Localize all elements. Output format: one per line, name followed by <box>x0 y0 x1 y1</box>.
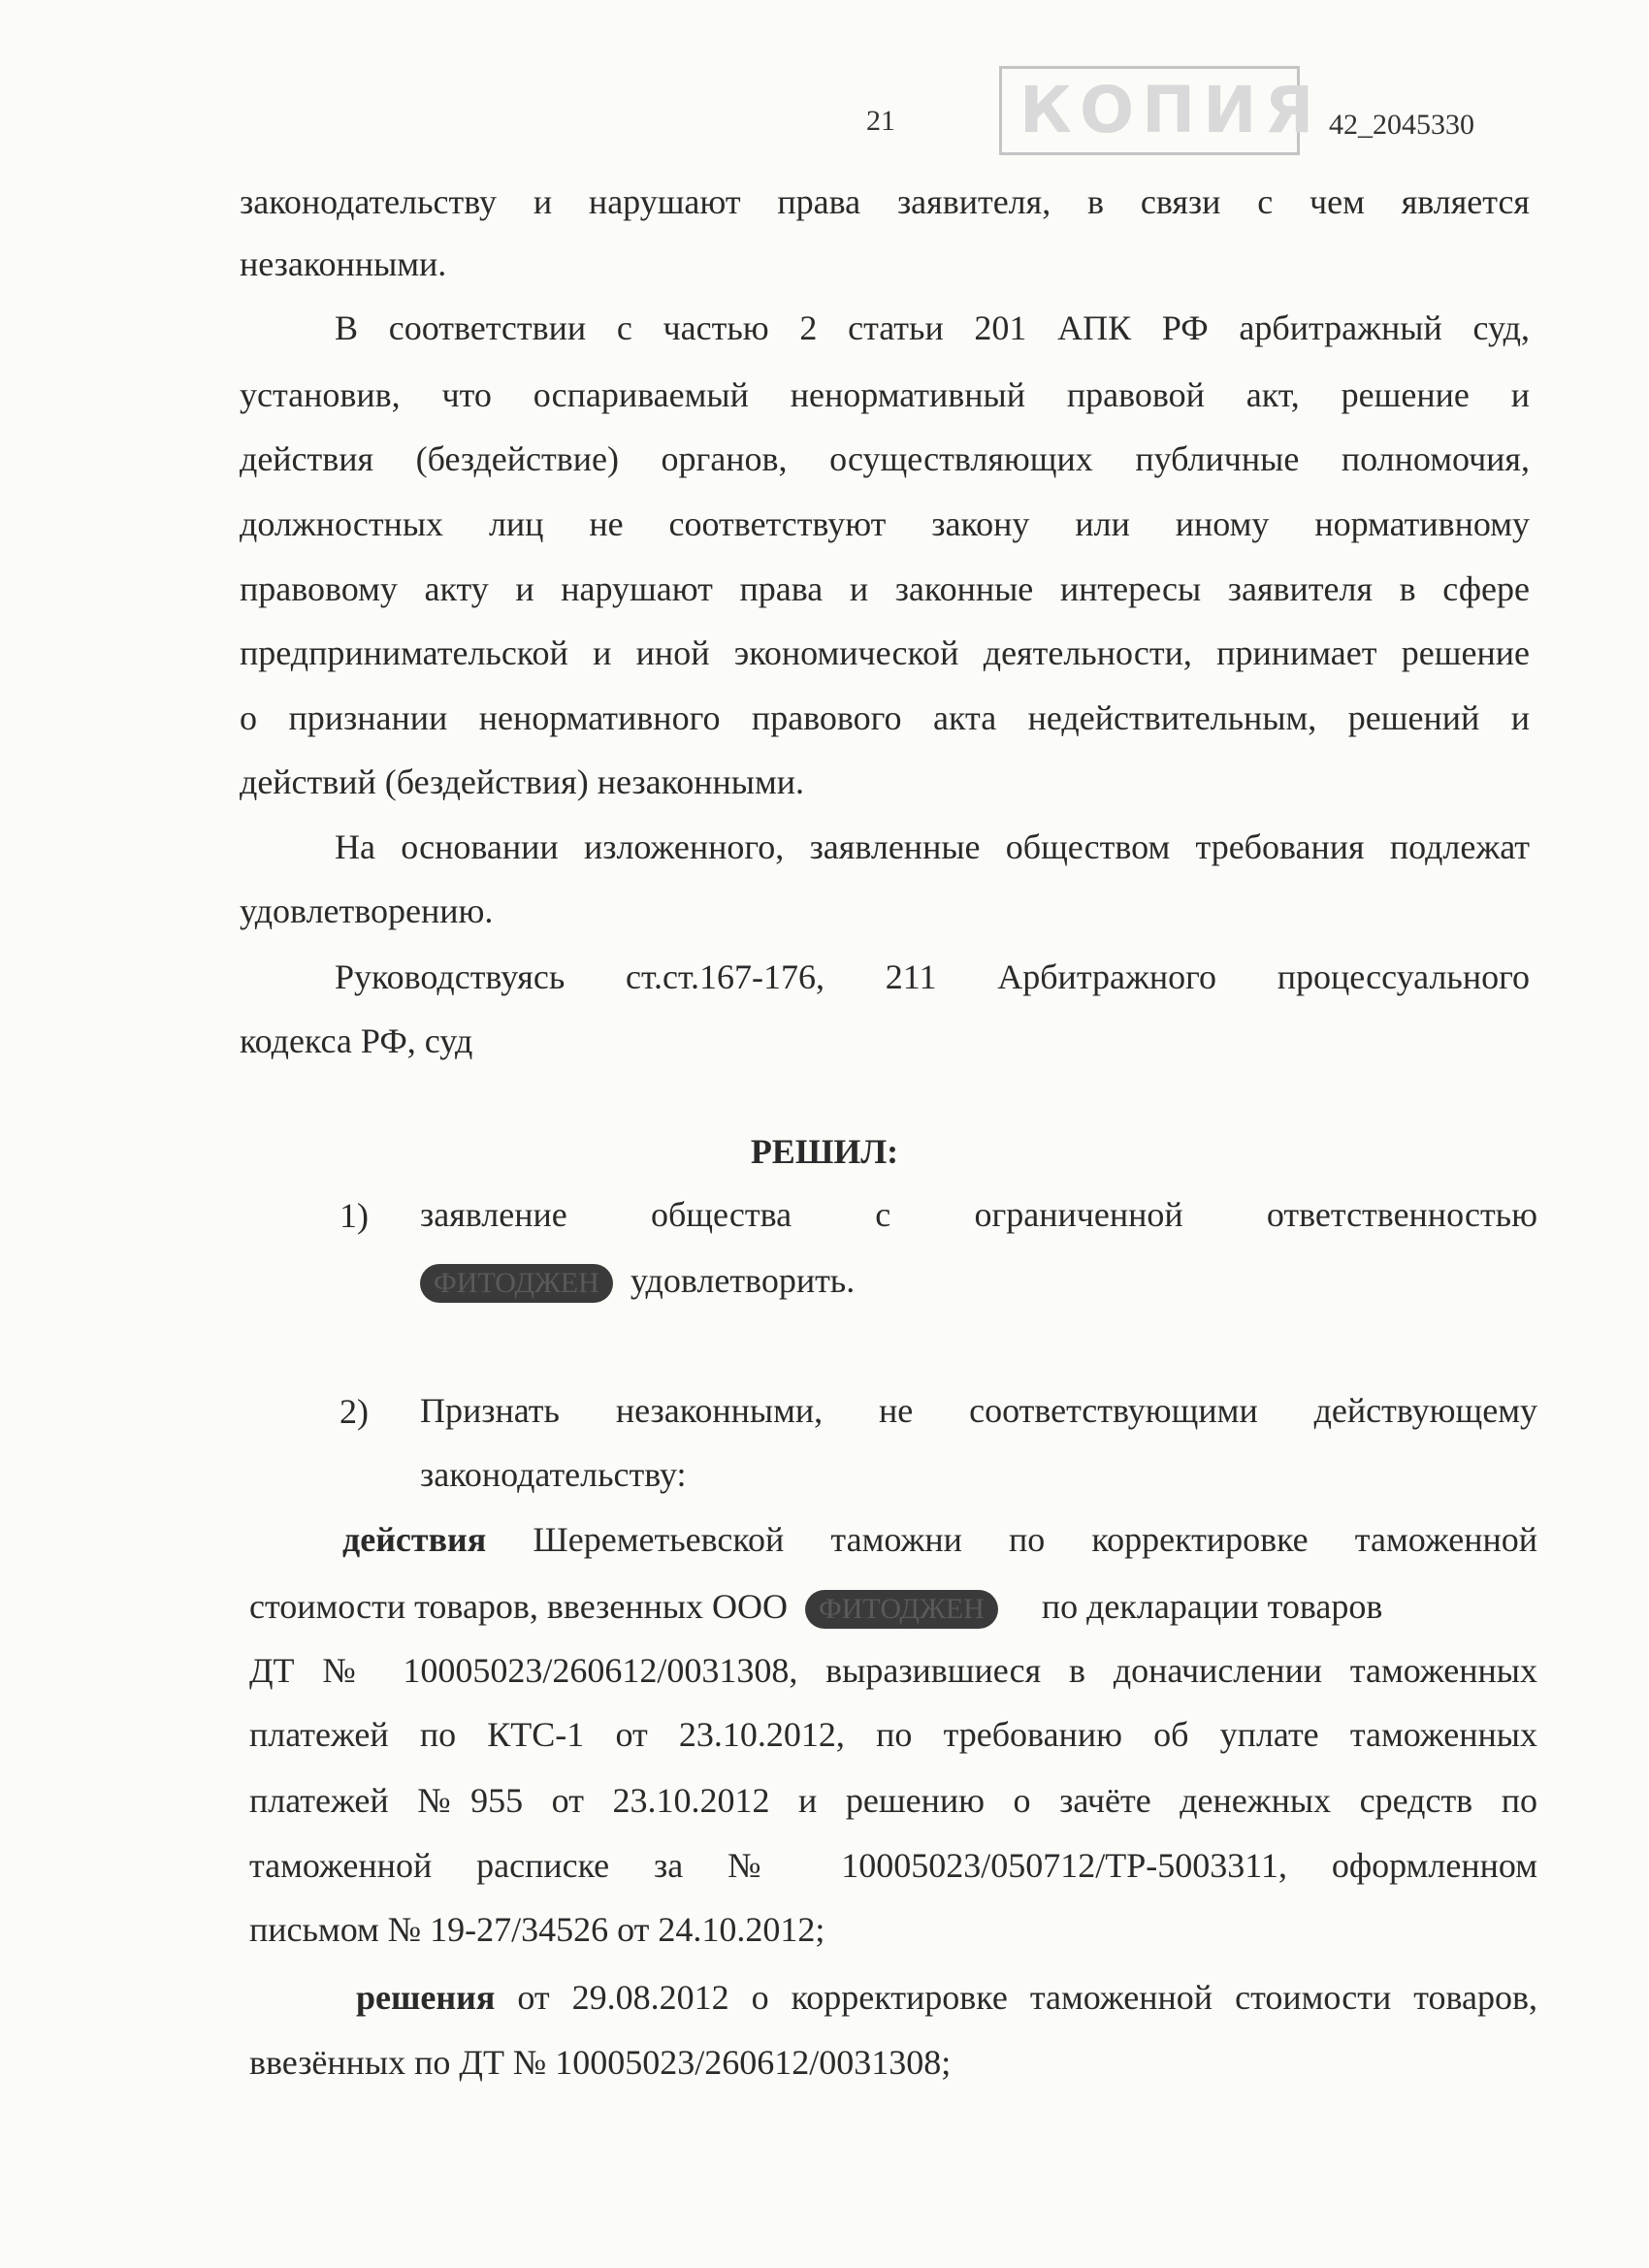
actions-lead: действия <box>342 1520 487 1559</box>
item-2-line-1: Признать незаконными, не соответствующими действующему <box>420 1391 1537 1430</box>
paragraph-2-line-4: должностных лиц не соответствуют закону или иному нормативному <box>240 504 1530 543</box>
item-1-line-2-text: удовлетворить. <box>630 1261 856 1300</box>
redacted-company-name-2: ФИТОДЖЕН <box>805 1590 998 1629</box>
actions-line-4: платежей по КТС-1 от 23.10.2012, по требованию об уплате таможенных <box>249 1715 1537 1754</box>
item-1-line-1: заявление общества с ограниченной ответственностью <box>420 1195 1537 1234</box>
paragraph-4-line-1: Руководствуясь ст.ст.167-176, 211 Арбитражного процессуального <box>335 957 1530 996</box>
document-id: 42_2045330 <box>1329 109 1474 141</box>
item-1-line-2 <box>420 1261 1537 1303</box>
paragraph-2-line-2: установив, что оспариваемый ненормативный правовой акт, решение и <box>240 375 1530 414</box>
paragraph-3-line-1: На основании изложенного, заявленные обществом требования подлежат <box>335 827 1530 866</box>
copy-stamp <box>999 66 1322 155</box>
actions-line-1: действия Шереметьевской таможни по корректировке таможенной <box>342 1520 1538 1559</box>
item-1-number: 1) <box>340 1196 369 1235</box>
paragraph-2-line-5: правовому акту и нарушают права и законные интересы заявителя в сфере <box>240 569 1530 608</box>
page-number: 21 <box>866 105 895 137</box>
decisions-lead: решения <box>356 1978 496 2017</box>
paragraph-1-line-1: законодательству и нарушают права заявителя, в связи с чем является <box>240 182 1530 221</box>
actions-line-5: платежей №955 от 23.10.2012 и решению о зачёте денежных средств по <box>249 1781 1537 1820</box>
item-2-line-2: законодательству: <box>420 1455 687 1494</box>
paragraph-2-line-7: о признании ненормативного правового акта недействительным, решений и <box>240 698 1530 737</box>
paragraph-1-line-2: незаконными. <box>240 244 447 283</box>
paragraph-2-line-6: предпринимательской и иной экономической деятельности, принимает решение <box>240 633 1530 672</box>
redacted-company-name: ФИТОДЖЕН <box>420 1264 613 1303</box>
paragraph-2-line-1: В соответствии с частью 2 статьи 201 АПК РФ арбитражный суд, <box>335 308 1530 347</box>
actions-line-6: таможенной расписке за № 10005023/050712/ТР-5003311, оформленном <box>249 1846 1537 1885</box>
paragraph-4-line-2: кодекса РФ, суд <box>240 1021 473 1060</box>
paragraph-2-line-3: действия (бездействие) органов, осуществляющих публичные полномочия, <box>240 439 1530 478</box>
actions-line-3: ДТ № 10005023/260612/0031308, выразившиеся в доначислении таможенных <box>249 1651 1537 1690</box>
copy-stamp-text: КОПИЯ <box>1019 73 1322 147</box>
decisions-line-2: ввезённых по ДТ № 10005023/260612/0031308; <box>249 2043 952 2082</box>
actions-line-7: письмом № 19-27/34526 от 24.10.2012; <box>249 1910 825 1949</box>
item-2-number: 2) <box>340 1392 369 1431</box>
actions-line-2: стоимости товаров, ввезенных ООО ФИТОДЖЕН по декларации товаров <box>249 1587 1537 1629</box>
decision-title: РЕШИЛ: <box>750 1132 899 1171</box>
paragraph-2-line-8: действий (бездействия) незаконными. <box>240 762 805 801</box>
decisions-line-1: решения от 29.08.2012 о корректировке таможенной стоимости товаров, <box>356 1978 1538 2017</box>
paragraph-3-line-2: удовлетворению. <box>240 891 494 930</box>
